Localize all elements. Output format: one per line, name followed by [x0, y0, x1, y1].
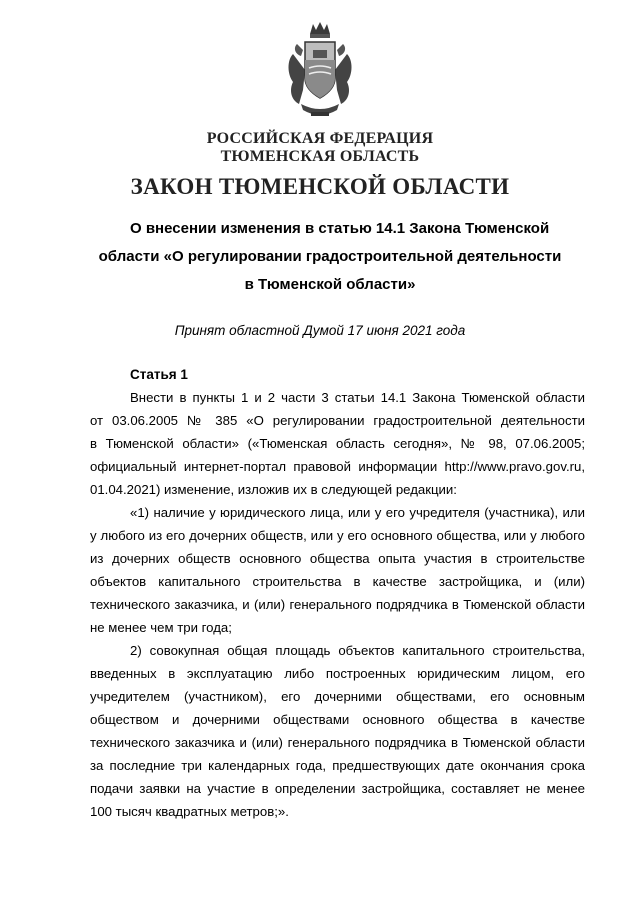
article-line: подачи заявки на участие в определении застройщика, составляет не менее: [90, 781, 585, 796]
law-title-line-3: в Тюменской области»: [244, 276, 416, 293]
article-heading: Статья 1: [130, 367, 188, 382]
article-line: учредителем (участником), его дочерними обществами, его основным: [90, 689, 585, 704]
coat-of-arms-icon: [283, 20, 357, 124]
article-line: технического заказчика и (или) генерального подрядчика в Тюменской области: [90, 735, 585, 750]
article-line: введенных в эксплуатацию либо построенных юридическим лицом, его: [90, 666, 585, 681]
federation-heading: РОССИЙСКАЯ ФЕДЕРАЦИЯ: [206, 130, 434, 147]
article-line: «1) наличие у юридического лица, или у его учредителя (участника), или: [130, 505, 585, 520]
article-line: технического заказчика, и (или) генерального подрядчика в Тюменской области: [90, 597, 585, 612]
article-line: из дочерних обществ основного общества опыта участия в строительстве: [90, 551, 585, 566]
article-line: от 03.06.2005 № 385 «О регулировании градостроительной деятельности: [90, 413, 585, 428]
article-line: объектов капитального строительства в качестве застройщика, и (или): [90, 574, 585, 589]
law-title-line-2: области «О регулировании градостроительной деятельности: [98, 248, 562, 265]
article-line: 01.04.2021) изменение, изложив их в следующей редакции:: [90, 482, 457, 497]
article-line: в Тюменской области» («Тюменская область сегодня», № 98, 07.06.2005;: [90, 436, 585, 451]
document-type-heading: ЗАКОН ТЮМЕНСКОЙ ОБЛАСТИ: [130, 174, 510, 199]
region-heading: ТЮМЕНСКАЯ ОБЛАСТЬ: [220, 148, 420, 165]
article-line: обществом и дочерними обществами основного общества в качестве: [90, 712, 585, 727]
article-line: за последние три календарных года, предшествующих дате окончания срока: [90, 758, 585, 773]
article-line: 2) совокупная общая площадь объектов капитального строительства,: [130, 643, 585, 658]
article-line: официальный интернет-портал правовой информации http://www.pravo.gov.ru,: [90, 459, 585, 474]
adoption-note: Принят областной Думой 17 июня 2021 года: [174, 323, 466, 338]
article-line: Внести в пункты 1 и 2 части 3 статьи 14.1 Закона Тюменской области: [130, 390, 585, 405]
article-line: 100 тысяч квадратных метров;».: [90, 804, 289, 819]
law-title-line-1: О внесении изменения в статью 14.1 Закона Тюменской: [130, 220, 550, 237]
article-line: не менее чем три года;: [90, 620, 232, 635]
article-line: у любого из его дочерних обществ, или у его основного общества, или у любого: [90, 528, 585, 543]
